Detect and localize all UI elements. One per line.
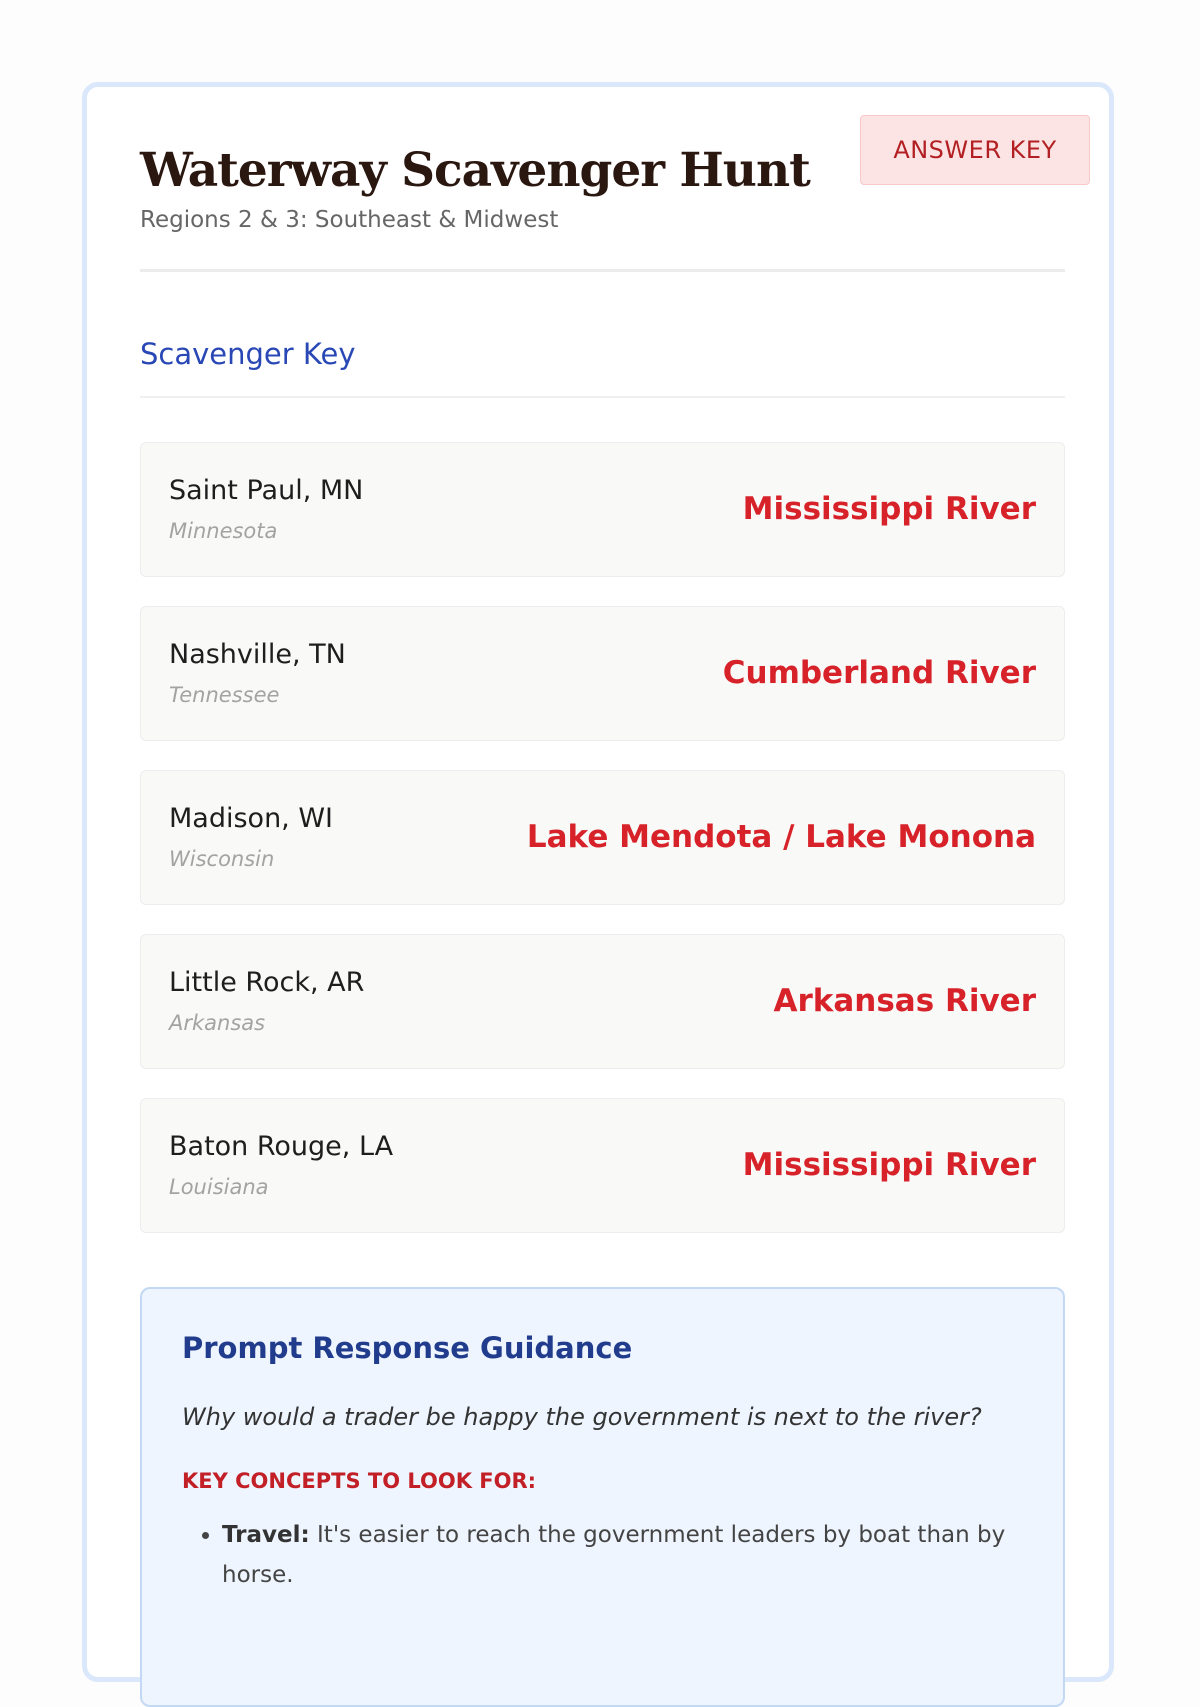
prompt-guidance-box [140, 1287, 1065, 1707]
city-name: Baton Rouge, LA [169, 1131, 394, 1162]
waterway-answer: Mississippi River [742, 1147, 1036, 1183]
concept-text: It's easier to reach the government leaders by boat than by horse. [222, 1522, 1006, 1588]
answer-row [140, 1098, 1065, 1233]
key-concepts-label: KEY CONCEPTS TO LOOK FOR: [182, 1469, 537, 1493]
key-concepts-list [182, 1515, 1052, 1595]
page-subtitle: Regions 2 & 3: Southeast & Midwest [140, 207, 559, 233]
concept-item [222, 1515, 1052, 1595]
worksheet-card [82, 82, 1114, 1682]
answer-list [140, 442, 1065, 1262]
answer-row [140, 934, 1065, 1069]
waterway-answer: Lake Mendota / Lake Monona [526, 819, 1036, 855]
city-name: Nashville, TN [169, 639, 346, 670]
city-name: Little Rock, AR [169, 967, 365, 998]
answer-row [140, 770, 1065, 905]
waterway-answer: Cumberland River [722, 655, 1036, 691]
section-divider [140, 396, 1065, 398]
header-divider [140, 269, 1065, 272]
guidance-prompt: Why would a trader be happy the government is next to the river? [182, 1403, 982, 1431]
state-name: Louisiana [169, 1175, 269, 1199]
answer-key-badge: ANSWER KEY [860, 115, 1090, 185]
concept-term: Travel: [222, 1522, 310, 1548]
city-name: Madison, WI [169, 803, 334, 834]
page-title: Waterway Scavenger Hunt [140, 143, 810, 198]
state-name: Minnesota [169, 519, 278, 543]
waterway-answer: Arkansas River [773, 983, 1036, 1019]
section-title: Scavenger Key [140, 337, 356, 371]
guidance-title: Prompt Response Guidance [182, 1331, 633, 1365]
state-name: Wisconsin [169, 847, 275, 871]
state-name: Arkansas [169, 1011, 266, 1035]
answer-row [140, 442, 1065, 577]
state-name: Tennessee [169, 683, 280, 707]
city-name: Saint Paul, MN [169, 475, 364, 506]
answer-row [140, 606, 1065, 741]
waterway-answer: Mississippi River [742, 491, 1036, 527]
